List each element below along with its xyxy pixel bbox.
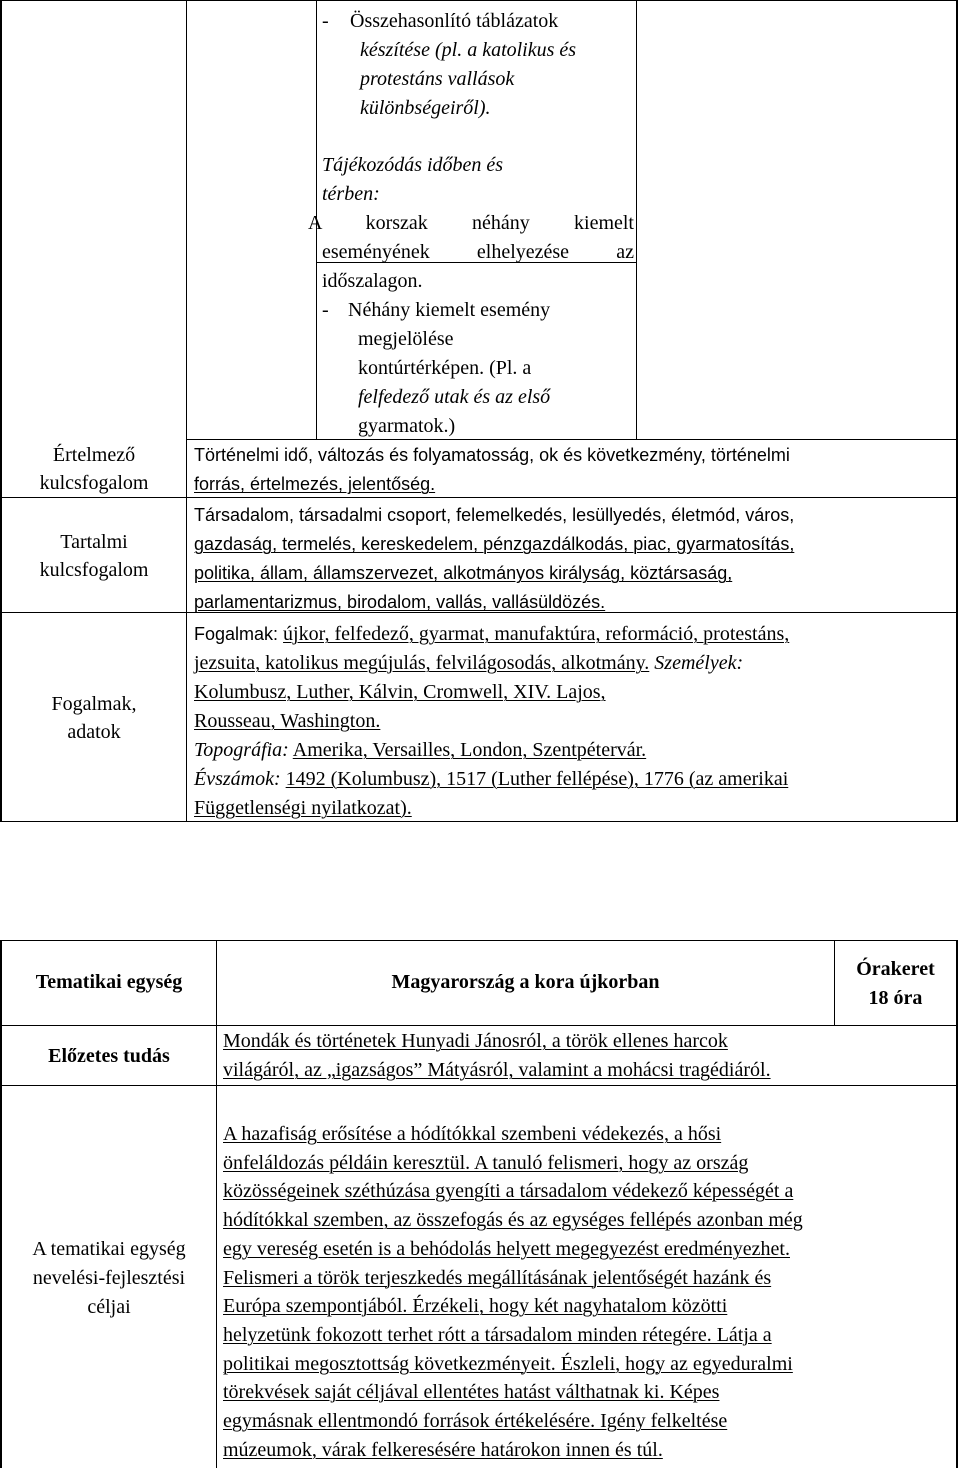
tartalmi-line2: gazdaság, termelés, kereskedelem, pénzgazdálkodás, piac, gyarmatosítás, (194, 534, 795, 554)
label-ertelmezo-line1: Értelmező (52, 444, 136, 466)
orientation-line4: eseményének elhelyezése az (322, 241, 634, 263)
tartalmi-line1: Társadalom, társadalmi csoport, felemelkedés, lesüllyedés, életmód, város, (194, 505, 795, 525)
bullet-dash: - (322, 10, 329, 32)
celjai-line: önfeláldozás példáin keresztül. A tanuló felismeri, hogy az ország (223, 1151, 749, 1174)
celjai-line: Felismeri a török terjeszkedés megállításának jelentőségét hazánk és (223, 1266, 772, 1289)
celjai-line: törekvések saját céljával ellentétes hatást válthatnak ki. Képes (223, 1381, 720, 1404)
fogalmak-text (194, 620, 954, 823)
szemelyek-label: Személyek: (654, 652, 744, 674)
fogalmak-line1: újkor, felfedező, gyarmat, manufaktúra, reformáció, protestáns, (283, 623, 790, 645)
ertelmezo-line2: forrás, értelmezés, jelentőség. (194, 474, 436, 494)
celjai-line: A hazafiság erősítése a hódítókkal szembeni védekezés, a hősi (223, 1123, 722, 1145)
orientation-line3: A korszak néhány kiemelt (308, 212, 634, 234)
celjai-line: egy vereség esetén is a behódolás helyett megegyezést eredményezhet. (223, 1237, 790, 1260)
elozetes-line1: Mondák és történetek Hunyadi Jánosról, a török ellenes harcok (223, 1030, 728, 1052)
fogalmak-line2: jezsuita, katolikus megújulás, felvilágosodás, alkotmány. (194, 652, 650, 674)
activity-map-line4: felfedező utak és az első (358, 386, 551, 408)
orakeret-value: 18 óra (868, 987, 923, 1009)
evszamok-row (194, 765, 954, 794)
label-elozetes-tudas: Előzetes tudás (48, 1045, 170, 1067)
fogalmak-prefix: Fogalmak: (194, 624, 284, 644)
activity-map-line1: Néhány kiemelt esemény (348, 299, 551, 321)
activity-map-line5: gyarmatok.) (358, 415, 456, 437)
label-celjai-line1: A tematikai egység (32, 1238, 186, 1260)
label-tartalmi-kulcsfogalom (2, 528, 186, 584)
celjai-line: közösségeinek széthúzása gyengíti a társadalom védekező képességét a (223, 1180, 794, 1203)
bullet-dash: - (322, 299, 329, 321)
tartalmi-text (194, 501, 954, 617)
fogalmak-line1-row (194, 620, 954, 649)
ertelmezo-text (194, 441, 954, 499)
evszamok-label: Évszámok: (194, 768, 281, 790)
label-fogalmak-line2: adatok (67, 721, 121, 743)
evszamok-line2: Függetlenségi nyilatkozat). (194, 797, 412, 819)
szemelyek-line1: Kolumbusz, Luther, Kálvin, Cromwell, XIV. Lajos, (194, 681, 606, 703)
orientation-line5: időszalagon. (322, 270, 423, 292)
fogalmak-line2-row (194, 649, 954, 678)
unit-title: Magyarország a kora újkorban (391, 971, 660, 993)
topografia-value: Amerika, Versailles, London, Szentpétervár. (292, 739, 647, 761)
topografia-row (194, 736, 954, 765)
elozetes-line2: világáról, az „igazságos” Mátyásról, valamint a mohácsi tragédiáról. (223, 1059, 771, 1081)
orientation-line1: Tájékozódás időben és (322, 154, 504, 176)
celjai-line: egymásnak ellentmondó források értékelésére. Igény felkeltése (223, 1410, 728, 1433)
activity-comparison-line4: különbségeiről). (360, 97, 491, 119)
activity-comparison-line2: készítése (pl. a katolikus és (360, 39, 577, 61)
elozetes-text (223, 1027, 953, 1085)
celjai-line: múzeumok, várak felkeresésére határokon innen és túl. (223, 1438, 663, 1461)
label-tartalmi-line2: kulcsfogalom (39, 559, 149, 581)
orakeret-label: Órakeret (856, 958, 935, 980)
celjai-line: Európa szempontjából. Érzékeli, hogy két nagyhatalom közötti (223, 1295, 728, 1318)
ertelmezo-line1: Történelmi idő, változás és folyamatosság, ok és következmény, történelmi (194, 445, 790, 465)
szemelyek-line2: Rousseau, Washington. (194, 710, 381, 732)
celjai-text (223, 1120, 955, 1464)
label-celjai (2, 1235, 216, 1322)
celjai-line: politikai megosztottság következményeit. Észleli, hogy az egyeduralmi (223, 1352, 793, 1375)
label-celjai-line2: nevelési-fejlesztési (32, 1267, 186, 1289)
label-tartalmi-line1: Tartalmi (60, 531, 128, 553)
evszamok-line1: 1492 (Kolumbusz), 1517 (Luther fellépése), 1776 (az amerikai (285, 768, 789, 790)
label-ertelmezo-line2: kulcsfogalom (39, 472, 149, 494)
activity-map-line3: kontúrtérképen. (Pl. a (358, 357, 532, 379)
topografia-label: Topográfia: (194, 739, 289, 761)
celjai-line: helyzetünk fokozott terhet rótt a társadalom minden rétegére. Látja a (223, 1323, 772, 1346)
activity-comparison-line1: Összehasonlító táblázatok (350, 10, 559, 32)
label-celjai-line3: céljai (87, 1296, 131, 1318)
label-fogalmak-adatok (2, 690, 186, 746)
tartalmi-line3: politika, állam, államszervezet, alkotmányos királyság, köztársaság, (194, 563, 733, 583)
tartalmi-line4: parlamentarizmus, birodalom, vallás, vallásüldözés. (194, 592, 606, 612)
label-tematikai-egyseg: Tematikai egység (35, 971, 183, 993)
orientation-line2: térben: (322, 183, 380, 205)
orakeret (835, 955, 956, 1013)
celjai-line: hódítókkal szemben, az összefogás és az egységes fellépés azonban még (223, 1209, 803, 1232)
label-ertelmezo-kulcsfogalom (2, 441, 186, 497)
label-fogalmak-line1: Fogalmak, (51, 693, 137, 715)
activity-map-line2: megjelölése (358, 328, 454, 350)
activity-comparison-line3: protestáns vallások (360, 68, 515, 90)
